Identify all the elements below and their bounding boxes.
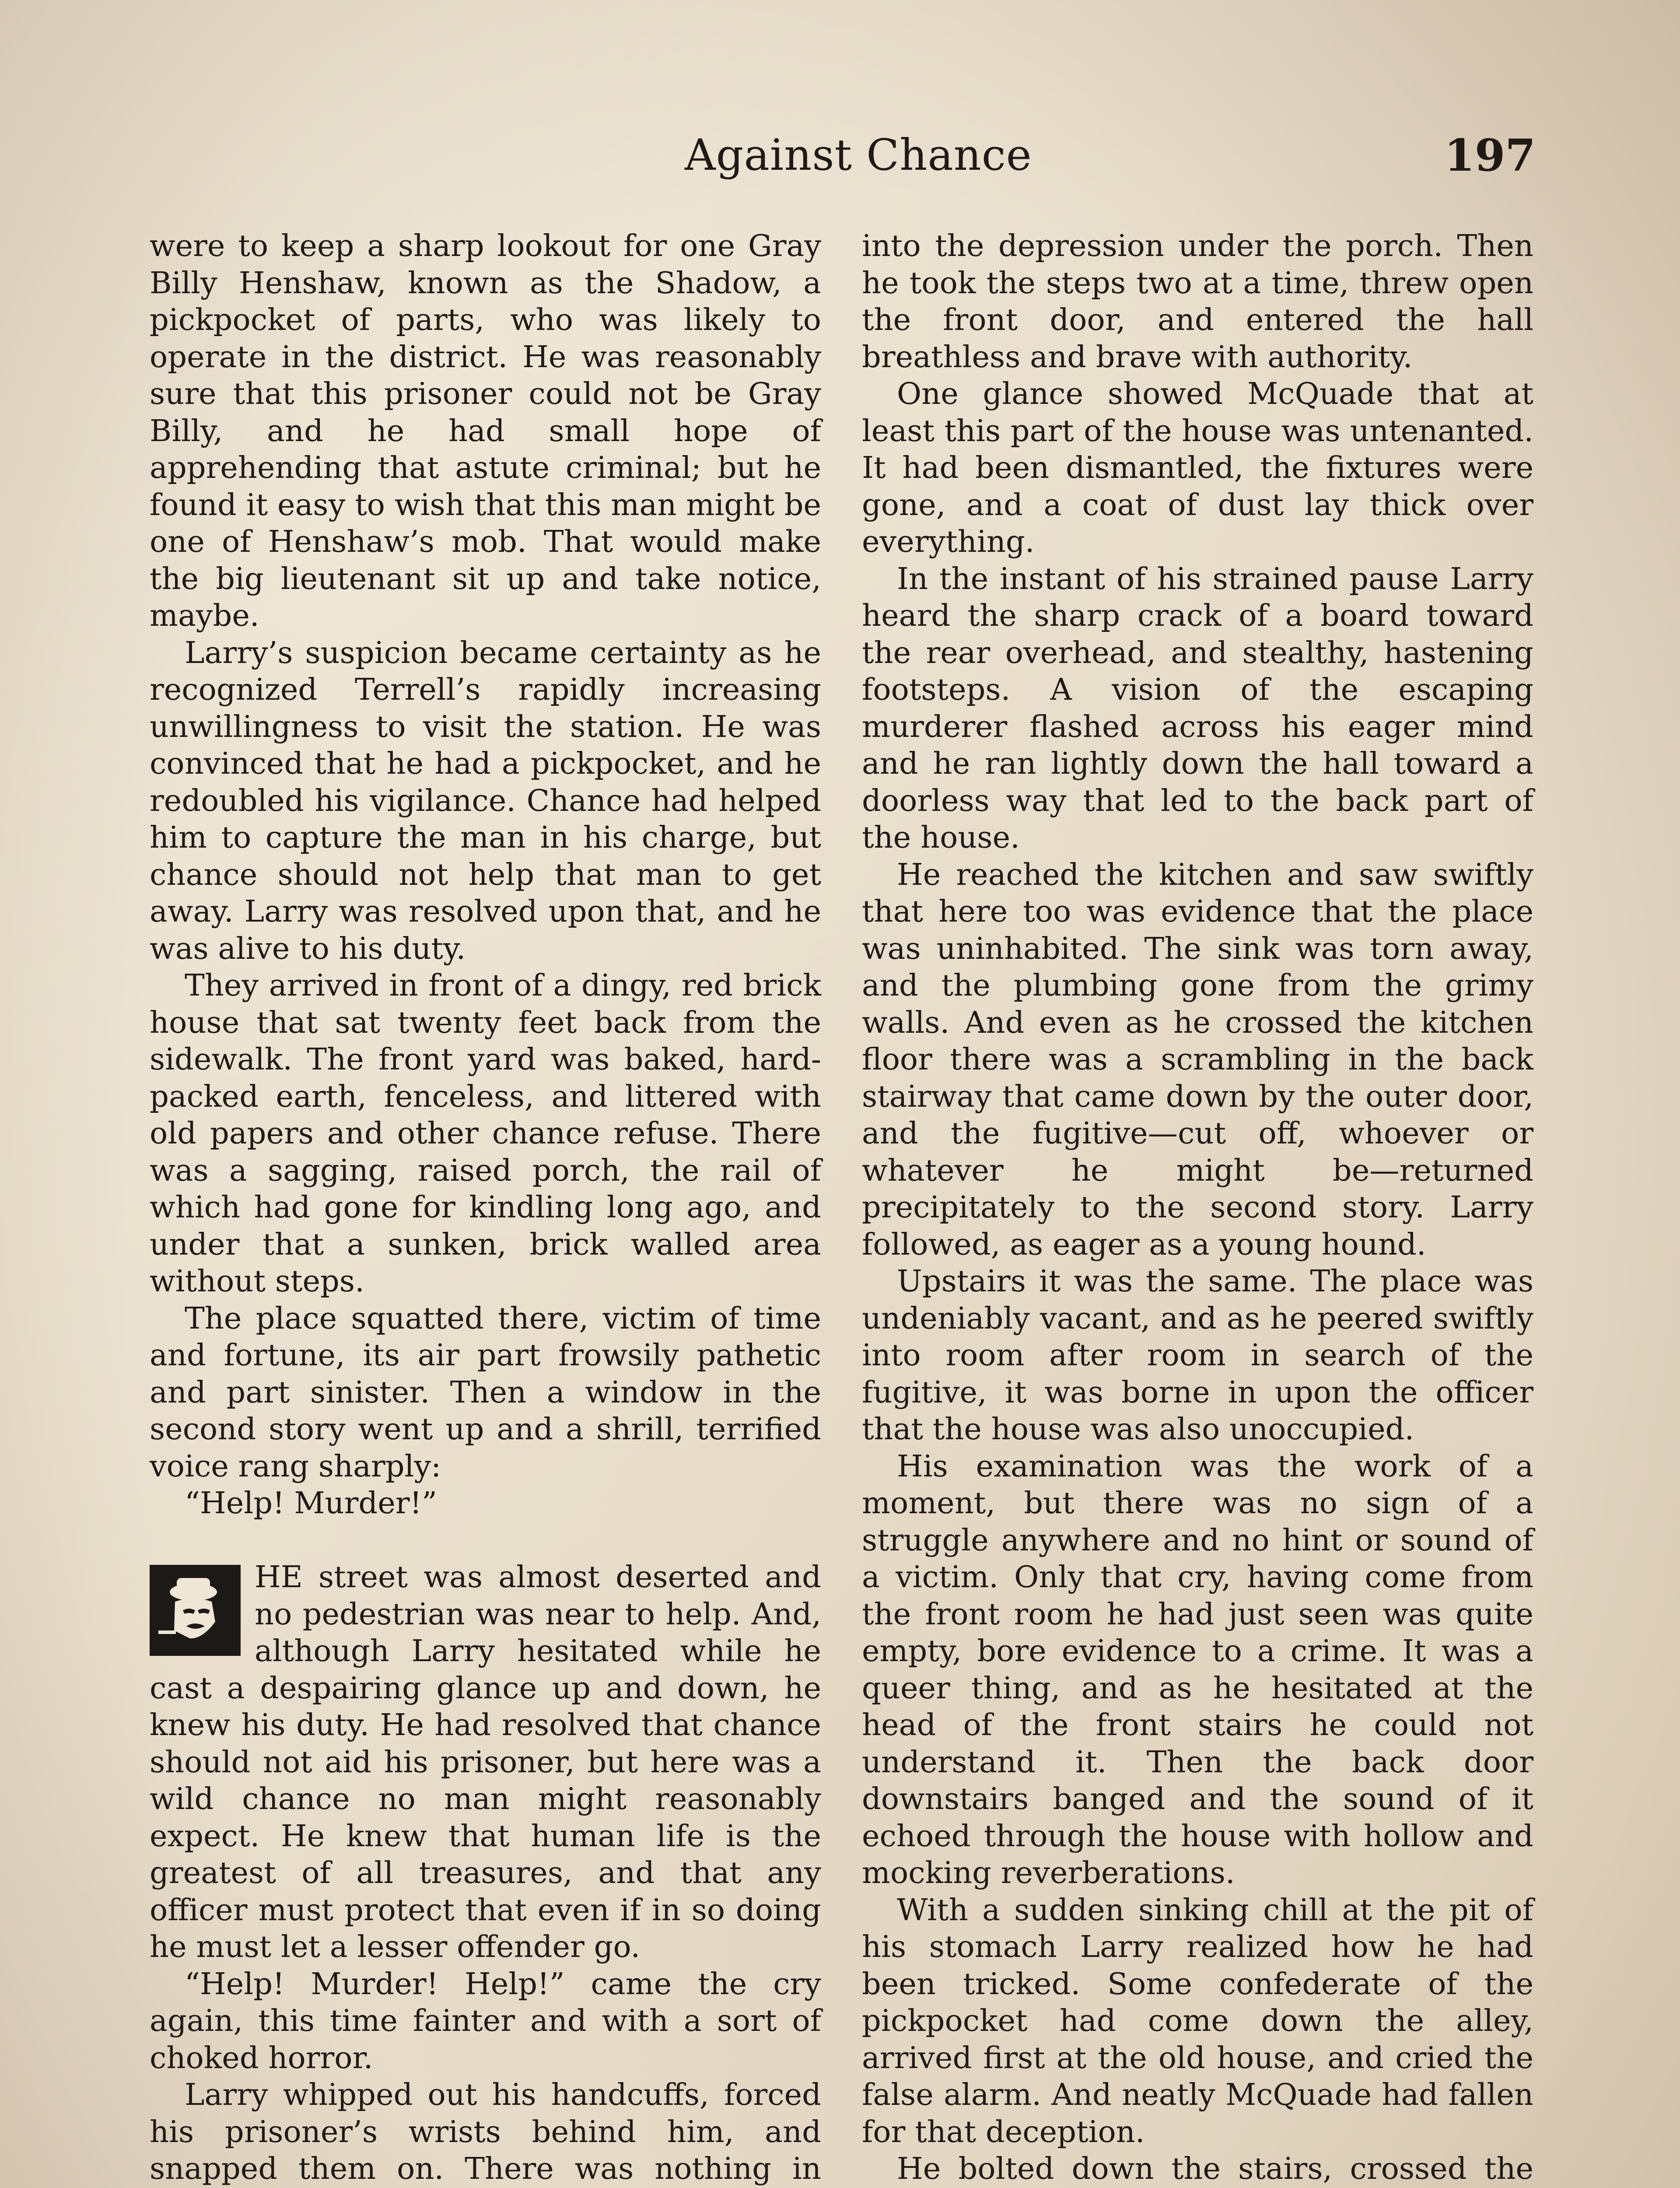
- paragraph: HE street was almost deserted and no pedestrian was near to help. And, although Larry hesitated while he cast a despairing glance up and down, he knew his duty. He had resolved that chance should not aid his prisoner, but here was a wild chance no man might reasonably expect. He knew that human life is the greatest of all treasures, and that any officer must protect that even if in so doing he must let a lesser offender go.: [150, 1560, 821, 1964]
- paragraph: With a sudden sinking chill at the pit of his stomach Larry realized how he had been tricked. Some confederate of the pickpocket had come down the alley, arrived first at the old house, and cried the false alarm. And neatly McQuade had fallen for that deception.: [862, 1892, 1533, 2149]
- dropcap-paragraph: [150, 1559, 821, 1966]
- paragraph: He bolted down the stairs, crossed the: [897, 2151, 1533, 2186]
- policeman-silhouette-icon: [150, 1565, 241, 1656]
- right-column: [862, 228, 1533, 2188]
- page-header: [0, 127, 1680, 193]
- paragraph: Upstairs it was the same. The place was undeniably vacant, and as he peered swiftly into room after room in search of the fugitive, it was borne in upon the officer that the house was also unoccupied.: [862, 1264, 1533, 1447]
- paragraph: His examination was the work of a moment, but there was no sign of a struggle anywhere and no hint or sound of a victim. Only that cry, having come from the front room he had just seen was quite empty, bore evidence to a crime. It was a queer thing, and as he hesitated at the head of the front stairs he could not understand it. Then the back door downstairs banged and the sound of it echoed through the house with hollow and mocking reverberations.: [862, 1448, 1533, 1890]
- paragraph: They arrived in front of a dingy, red brick house that sat twenty feet back from the sidewalk. The front yard was baked, hard-packed earth, fenceless, and littered with old papers and other chance refuse. There was a sagging, raised porch, the rail of which had gone for kindling long ago, and under that a sunken, brick walled area without steps.: [150, 968, 821, 1299]
- paragraph: into the depression under the porch. Then he took the steps two at a time, threw open the front door, and entered the hall breathless and brave with authority.: [862, 228, 1533, 375]
- page-number: 197: [1444, 130, 1536, 181]
- paragraph: “Help! Murder!”: [185, 1486, 438, 1521]
- paragraph: were to keep a sharp lookout for one Gray Billy Henshaw, known as the Shadow, a pickpocket of parts, who was likely to operate in the district. He was reasonably sure that this prisoner could not be Gray Billy, and he had small hope of apprehending that astute criminal; but he found it easy to wish that this man might be one of Henshaw’s mob. That would make the big lieutenant sit up and take notice, maybe.: [150, 228, 821, 633]
- running-title: Against Chance: [685, 130, 1032, 180]
- paragraph: He reached the kitchen and saw swiftly that here too was evidence that the place was uninhabited. The sink was torn away, and the plumbing gone from the grimy walls. And even as he crossed the kitchen floor there was a scrambling in the back stairway that came down by the outer door, and the fugitive—cut off, whoever or whatever he might be—returned precipitately to the second story. Larry followed, as eager as a young hound.: [862, 857, 1533, 1262]
- paragraph: “Help! Murder! Help!” came the cry again, this time fainter and with a sort of choked horror.: [150, 1966, 821, 2076]
- paragraph: In the instant of his strained pause Larry heard the sharp crack of a board toward the rear overhead, and stealthy, hastening footsteps. A vision of the escaping murderer flashed across his eager mind and he ran lightly down the hall toward a doorless way that led to the back part of the house.: [862, 561, 1533, 855]
- paragraph: The place squatted there, victim of time and fortune, its air part frowsily pathetic and part sinister. Then a window in the second story went up and a shrill, terrified voice rang sharply:: [150, 1301, 821, 1484]
- paragraph: One glance showed McQuade that at least this part of the house was untenanted. It had been dismantled, the fixtures were gone, and a coat of dust lay thick over everything.: [862, 376, 1533, 559]
- left-column: [150, 228, 821, 2188]
- paragraph: Larry’s suspicion became certainty as he recognized Terrell’s rapidly increasing unwillingness to visit the station. He was convinced that he had a pickpocket, and he redoubled his vigilance. Chance had helped him to capture the man in his charge, but chance should not help that man to get away. Larry was resolved upon that, and he was alive to his duty.: [150, 635, 821, 966]
- paragraph: Larry whipped out his handcuffs, forced his prisoner’s wrists behind him, and snapped them on. There was nothing in: [150, 2077, 821, 2186]
